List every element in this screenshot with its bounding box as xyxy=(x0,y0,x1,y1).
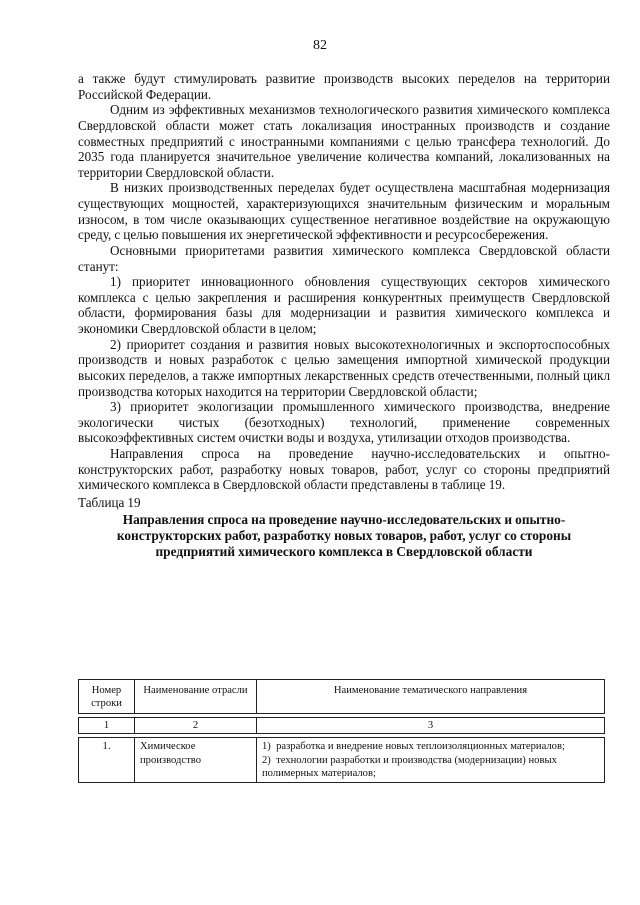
direction-item: 1) разработка и внедрение новых теплоизоляционных материалов; xyxy=(262,741,565,753)
paragraph: Одним из эффективных механизмов технологического развития химического комплекса Свердловской области может стать локализация иностранных производств и создание совместных предприятий с иностранными компаниями с целью трансфера технологий. До 2035 года планируется значительное увеличение количества компаний, локализованных на территории Свердловской области. xyxy=(78,102,610,180)
column-number: 1 xyxy=(79,717,135,733)
table-title: Направления спроса на проведение научно-исследовательских и опытно-конструкторских работ, разработку новых товаров, работ, услуг со стороны предприятий химического комплекса в Свердловской области xyxy=(116,511,572,559)
body-text xyxy=(78,71,610,560)
row-number: 1. xyxy=(79,738,135,783)
priority-item: 3) приоритет экологизации промышленного химического производства, внедрение экологически чистых (безотходных) технологий, применение современных высокоэффективных систем очистки воды и воздуха, утилизации отходов производства. xyxy=(78,399,610,446)
column-header: Номер строки xyxy=(79,680,135,714)
direction-item: 2) технологии разработки и производства (модернизации) новых полимерных материалов; xyxy=(262,754,557,780)
column-number: 2 xyxy=(135,717,257,733)
paragraph: а также будут стимулировать развитие производств высоких переделов на территории Российской Федерации. xyxy=(78,71,610,102)
column-header: Наименование отрасли xyxy=(135,680,257,714)
column-number: 3 xyxy=(257,717,605,733)
paragraph: Основными приоритетами развития химического комплекса Свердловской области станут: xyxy=(78,242,610,274)
directions-cell xyxy=(257,738,605,783)
industry-name: Химическое производство xyxy=(135,738,257,783)
paragraph: В низких производственных переделах будет осуществлена масштабная модернизация существующих мощностей, характеризующихся значительным физическим и моральным износом, в том числе оказывающих существенное негативное воздействие на окружающую среду, с целью повышения их энергетической эффективности и ресурсосбережения. xyxy=(78,180,610,243)
table-row xyxy=(79,738,605,783)
column-header: Наименование тематического направления xyxy=(257,680,605,714)
table-header-row xyxy=(79,680,605,714)
page-number: 82 xyxy=(313,38,327,53)
priority-item: 1) приоритет инновационного обновления существующих секторов химического комплекса с целью закрепления и расширения конкурентных преимуществ Свердловской области, формирования базы для модернизации и развития химического комплекса и экономики Свердловской области в целом; xyxy=(78,274,610,336)
column-number-row xyxy=(79,717,605,733)
priority-item: 2) приоритет создания и развития новых высокотехнологичных и экспортоспособных производств и новых разработок с целью замещения импортной химической продукции высоких переделов, а также импортных лекарственных средств отечественными, полный цикл производства которых находится на территории Свердловской области; xyxy=(78,336,610,399)
paragraph: Направления спроса на проведение научно-исследовательских и опытно-конструкторских работ, разработку новых товаров, работ, услуг со стороны предприятий химического комплекса в Свердловской области представлены в таблице 19. xyxy=(78,446,610,493)
data-table xyxy=(78,679,605,783)
table-caption: Таблица 19 xyxy=(78,494,141,510)
